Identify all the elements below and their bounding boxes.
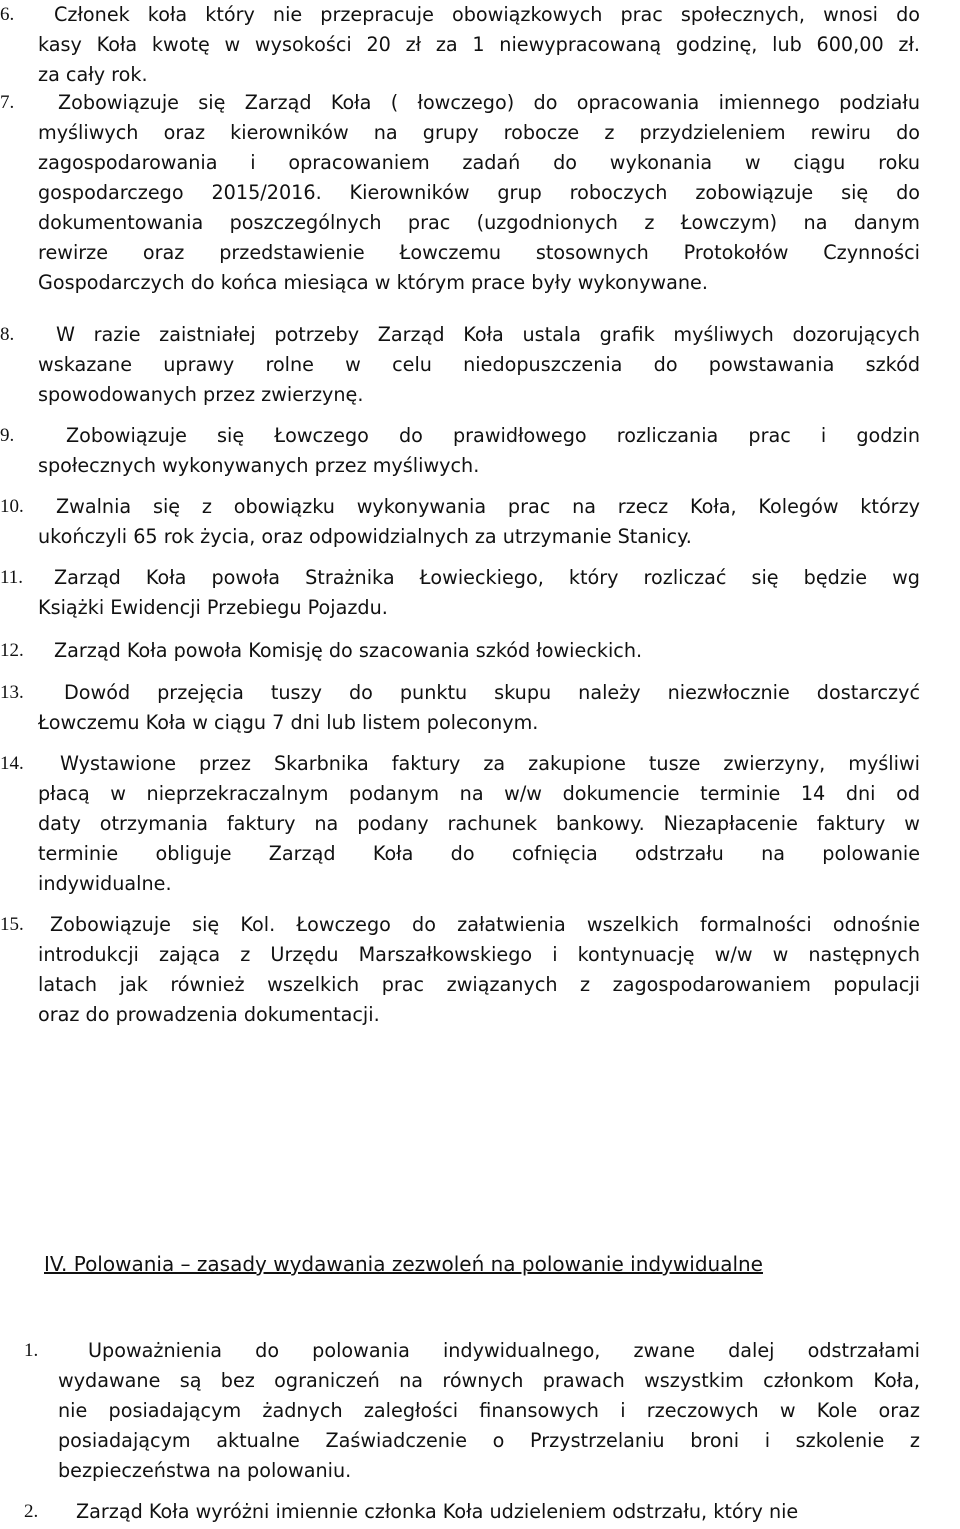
item-number: 13. [0,682,24,703]
item-text-line: zagospodarowania i opracowaniem zadań do wykonania w ciągu roku [38,151,920,174]
item-number: 15. [0,914,24,935]
item-text-line: spowodowanych przez zwierzynę. [38,383,364,406]
item-text-line: wskazane uprawy rolne w celu niedopuszczenia do powstawania szkód [38,353,920,376]
item-text-line: introdukcji zająca z Urzędu Marszałkowskiego i kontynuację w/w w następnych [38,943,920,966]
item-text-line: Zarząd Koła powoła Komisję do szacowania szkód łowieckich. [54,639,643,662]
item-text-line: Łowczemu Koła w ciągu 7 dni lub listem poleconym. [38,711,539,734]
item-text-line: bezpieczeństwa na polowaniu. [58,1459,352,1482]
item-text-line: Zobowiązuje się Kol. Łowczego do załatwienia wszelkich formalności odnośnie [50,913,920,936]
item-text-line: Książki Ewidencji Przebiegu Pojazdu. [38,596,388,619]
item-text-line: Zobowiązuje się Zarząd Koła ( łowczego) do opracowania imiennego podziału [58,91,920,114]
item-text-line: dokumentowania poszczególnych prac (uzgodnionych z Łowczym) na danym [38,211,920,234]
item-number: 8. [0,324,15,345]
item-text-line: nie posiadającym żadnych zaległości finansowych i rzeczowych w Kole oraz [58,1399,920,1422]
item-text-line: Zobowiązuje się Łowczego do prawidłowego rozliczania prac i godzin [66,424,920,447]
item-number: 11. [0,567,24,588]
item-text-line: Członek koła który nie przepracuje obowiązkowych prac społecznych, wnosi do [54,3,920,26]
item-text-line: oraz do prowadzenia dokumentacji. [38,1003,380,1026]
item-text-line: wydawane są bez ograniczeń na równych prawach wszystkim członkom Koła, [58,1369,920,1392]
item-text-line: terminie obliguje Zarząd Koła do cofnięcia odstrzału na polowanie [38,842,920,865]
item-number: 7. [0,92,15,113]
item-text-line: rewirze oraz przedstawienie Łowczemu stosownych Protokołów Czynności [38,241,920,264]
item-text-line: daty otrzymania faktury na podany rachunek bankowy. Niezapłacenie faktury w [38,812,920,835]
item-text-line: Upoważnienia do polowania indywidualnego, zwane dalej odstrzałami [88,1339,920,1362]
item-text-line: latach jak również wszelkich prac związanych z zagospodarowaniem populacji [38,973,920,996]
item-text-line: Zwalnia się z obowiązku wykonywania prac na rzecz Koła, Kolegów którzy [56,495,920,518]
item-text-line: Gospodarczych do końca miesiąca w którym prace były wykonywane. [38,271,708,294]
item-text-line: Dowód przejęcia tuszy do punktu skupu należy niezwłocznie dostarczyć [64,681,920,704]
item-text-line: myśliwych oraz kierowników na grupy robocze z przydzieleniem rewiru do [38,121,920,144]
item-text-line: Wystawione przez Skarbnika faktury za zakupione tusze zwierzyny, myśliwi [60,752,920,775]
item-number: 14. [0,753,24,774]
item-text-line: płacą w nieprzekraczalnym podanym na w/w dokumencie terminie 14 dni od [38,782,920,805]
item-number: 10. [0,496,24,517]
item-text-line: Zarząd Koła powoła Strażnika Łowieckiego, który rozliczać się będzie wg [54,566,920,589]
item-number: 1. [24,1340,39,1361]
section-heading: IV. Polowania – zasady wydawania zezwoleń na polowanie indywidualne [44,1252,763,1276]
item-number: 9. [0,425,15,446]
item-number: 6. [0,4,15,25]
item-text-line: gospodarczego 2015/2016. Kierowników grup roboczych zobowiązuje się do [38,181,920,204]
item-number: 12. [0,640,24,661]
item-number: 2. [24,1501,39,1522]
item-text-line: społecznych wykonywanych przez myśliwych. [38,454,480,477]
item-text-line: za cały rok. [38,63,148,86]
item-text-line: kasy Koła kwotę w wysokości 20 zł za 1 niewypracowaną godzinę, lub 600,00 zł. [38,33,920,56]
item-text-line: indywidualne. [38,872,172,895]
item-text-line: W razie zaistniałej potrzeby Zarząd Koła ustala grafik myśliwych dozorujących [56,323,920,346]
item-text-line: ukończyli 65 rok życia, oraz odpowidzialnych za utrzymanie Stanicy. [38,525,692,548]
item-text-line: posiadającym aktualne Zaświadczenie o Przystrzelaniu broni i szkolenie z [58,1429,920,1452]
item-text-line: Zarząd Koła wyróżni imiennie członka Koła udzieleniem odstrzału, który nie [76,1500,799,1523]
